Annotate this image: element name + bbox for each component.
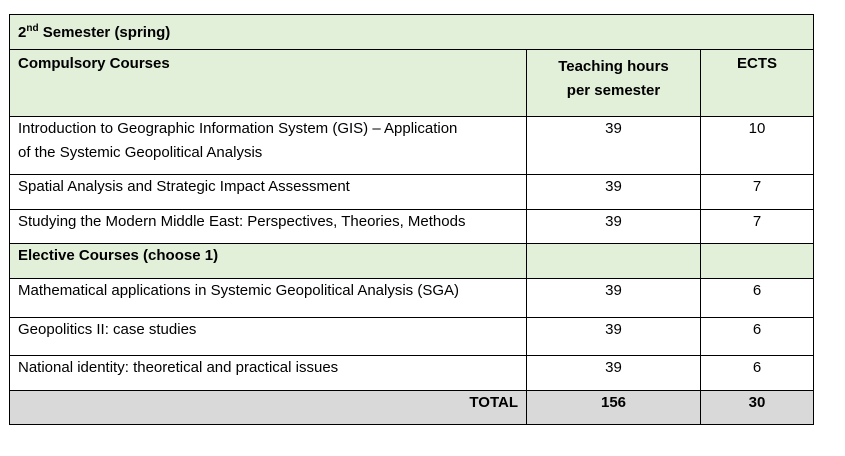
course-ects: 6 <box>701 356 814 391</box>
elective-header-empty <box>701 244 814 279</box>
course-ects: 7 <box>701 210 814 244</box>
elective-heading: Elective Courses (choose 1) <box>10 244 527 279</box>
course-ects: 6 <box>701 318 814 356</box>
course-title: Introduction to Geographic Information System (GIS) – Application of the Systemic Geopolitical Analysis <box>10 117 527 175</box>
table-row <box>10 279 814 318</box>
table-row <box>10 210 814 244</box>
course-title: Studying the Modern Middle East: Perspectives, Theories, Methods <box>10 210 527 244</box>
course-hours: 39 <box>527 210 701 244</box>
course-hours: 39 <box>527 356 701 391</box>
elective-header-row <box>10 244 814 279</box>
course-hours: 39 <box>527 279 701 318</box>
table-row <box>10 175 814 210</box>
total-label: TOTAL <box>10 391 527 425</box>
semester-ordinal-suffix: nd <box>26 22 39 34</box>
course-ects: 7 <box>701 175 814 210</box>
compulsory-header-row <box>10 50 814 117</box>
teaching-hours-header-line1: Teaching hours <box>558 58 669 75</box>
course-title: Spatial Analysis and Strategic Impact Assessment <box>10 175 527 210</box>
course-ects: 10 <box>701 117 814 175</box>
compulsory-heading: Compulsory Courses <box>10 50 527 117</box>
curriculum-table <box>9 14 814 425</box>
course-title: Geopolitics II: case studies <box>10 318 527 356</box>
semester-title <box>10 15 814 50</box>
semester-label: Semester (spring) <box>38 23 171 41</box>
ects-header: ECTS <box>701 50 814 117</box>
teaching-hours-header-line2: per semester <box>566 82 661 99</box>
total-row <box>10 391 814 425</box>
table-row <box>10 117 814 175</box>
course-ects: 6 <box>701 279 814 318</box>
table-row <box>10 318 814 356</box>
table-row <box>10 356 814 391</box>
course-title: National identity: theoretical and practical issues <box>10 356 527 391</box>
total-ects: 30 <box>701 391 814 425</box>
course-hours: 39 <box>527 117 701 175</box>
teaching-hours-header <box>527 50 701 117</box>
semester-header-row <box>10 15 814 50</box>
course-hours: 39 <box>527 175 701 210</box>
total-hours: 156 <box>527 391 701 425</box>
course-title: Mathematical applications in Systemic Geopolitical Analysis (SGA) <box>10 279 527 318</box>
course-hours: 39 <box>527 318 701 356</box>
elective-header-empty <box>527 244 701 279</box>
semester-ordinal: 2 <box>18 23 27 41</box>
